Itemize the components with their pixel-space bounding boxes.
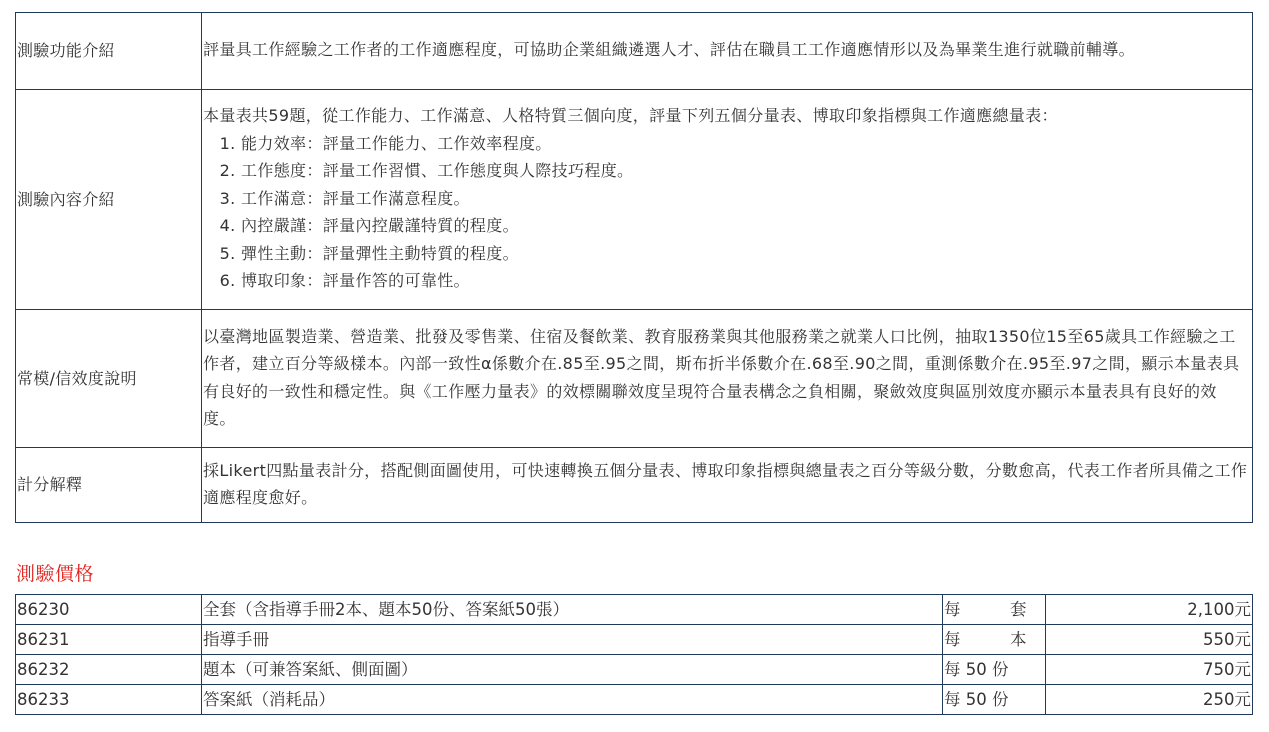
product-name: 題本（可兼答案紙、側面圖）: [202, 655, 943, 685]
product-name: 指導手冊: [202, 625, 943, 655]
product-unit: 每 套: [943, 595, 1046, 625]
product-unit: 每 本: [943, 625, 1046, 655]
product-price: 750元: [1046, 655, 1253, 685]
price-row: [16, 625, 1253, 655]
function-row: [16, 13, 1253, 90]
scoring-label: 計分解釋: [16, 448, 202, 523]
product-price: 2,100元: [1046, 595, 1253, 625]
content-label: 測驗內容介紹: [16, 90, 202, 310]
product-code: 86232: [16, 655, 202, 685]
content-cell: [202, 90, 1253, 310]
scoring-row: [16, 448, 1253, 523]
subscale-item: 4. 內控嚴謹：評量內控嚴謹特質的程度。: [241, 212, 1248, 240]
norm-row: [16, 310, 1253, 448]
product-unit: 每 50 份: [943, 655, 1046, 685]
subscale-item: 6. 博取印象：評量作答的可靠性。: [241, 267, 1248, 295]
product-unit: 每 50 份: [943, 685, 1046, 715]
product-code: 86233: [16, 685, 202, 715]
test-info-table: [15, 12, 1253, 523]
product-name: 全套（含指導手冊2本、題本50份、答案紙50張）: [202, 595, 943, 625]
function-text: 評量具工作經驗之工作者的工作適應程度，可協助企業組織遴選人才、評估在職員工工作適應情形以及為畢業生進行就職前輔導。: [202, 13, 1253, 90]
content-intro: 本量表共59題，從工作能力、工作滿意、人格特質三個向度，評量下列五個分量表、博取印象指標與工作適應總量表：: [203, 106, 1058, 126]
price-table: [15, 594, 1253, 715]
subscale-item: 2. 工作態度：評量工作習慣、工作態度與人際技巧程度。: [241, 157, 1248, 185]
scoring-text: 採Likert四點量表計分，搭配側面圖使用，可快速轉換五個分量表、博取印象指標與總量表之百分等級分數，分數愈高，代表工作者所具備之工作適應程度愈好。: [202, 448, 1253, 523]
product-price: 250元: [1046, 685, 1253, 715]
product-price: 550元: [1046, 625, 1253, 655]
subscale-list: [203, 130, 1248, 295]
product-name: 答案紙（消耗品）: [202, 685, 943, 715]
product-code: 86231: [16, 625, 202, 655]
content-row: [16, 90, 1253, 310]
subscale-item: 1. 能力效率：評量工作能力、工作效率程度。: [241, 130, 1248, 158]
norm-text: 以臺灣地區製造業、營造業、批發及零售業、住宿及餐飲業、教育服務業與其他服務業之就業人口比例，抽取1350位15至65歲具工作經驗之工作者，建立百分等級樣本。內部一致性α係數介在.85至.95之間，斯布折半係數介在.68至.90之間，重測係數介在.95至.97之間，顯示本量表具有良好的一致性和穩定性。與《工作壓力量表》的效標關聯效度呈現符合量表構念之負相關，聚斂效度與區別效度亦顯示本量表具有良好的效度。: [202, 310, 1253, 448]
price-section-title: 測驗價格: [16, 563, 95, 585]
product-code: 86230: [16, 595, 202, 625]
subscale-item: 5. 彈性主動：評量彈性主動特質的程度。: [241, 240, 1248, 268]
price-row: [16, 685, 1253, 715]
subscale-item: 3. 工作滿意：評量工作滿意程度。: [241, 185, 1248, 213]
norm-label: 常模/信效度說明: [16, 310, 202, 448]
price-row: [16, 655, 1253, 685]
price-row: [16, 595, 1253, 625]
function-label: 測驗功能介紹: [16, 13, 202, 90]
